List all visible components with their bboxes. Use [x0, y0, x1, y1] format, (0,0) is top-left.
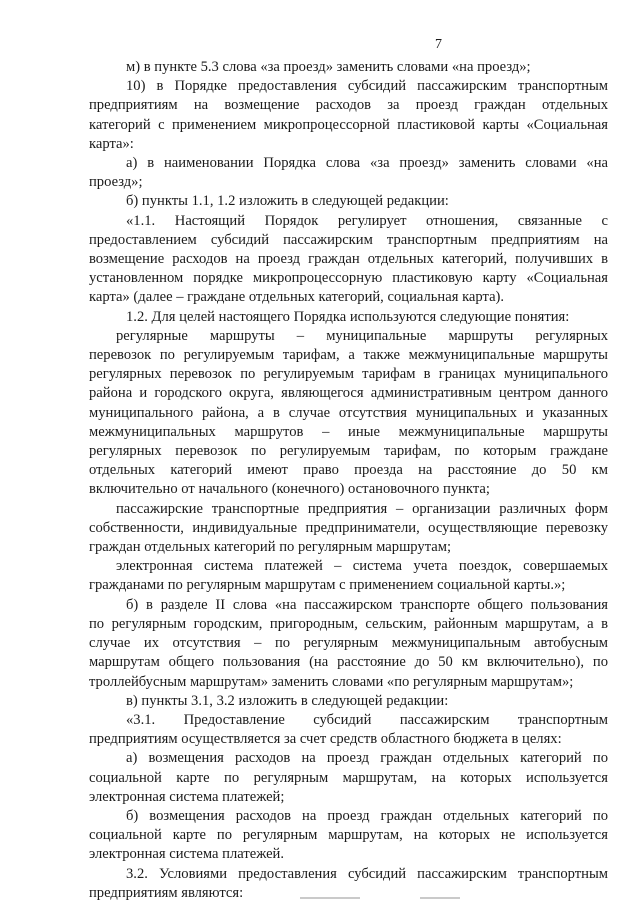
- page-number: 7: [435, 37, 442, 52]
- text-line: м) в пункте 5.3 слова «за проезд» заменить словами «на проезд»;: [126, 59, 531, 75]
- paragraph: [89, 77, 608, 154]
- text-line: регулярных перевозок по регулируемым тарифам, по которым граждане: [89, 443, 608, 460]
- text-line: регулярных перевозок по регулируемым тарифам в границах муниципального: [89, 366, 608, 383]
- text-line: электронная система платежей – система учета поездок, совершаемых: [116, 558, 608, 575]
- text-line: социальной карте по регулярным маршрутам, на которых не используется: [89, 827, 608, 844]
- text-line: а) возмещения расходов на проезд граждан отдельных категорий по: [126, 750, 608, 767]
- text-line: электронная система платежей;: [89, 788, 285, 805]
- paragraph: [89, 711, 608, 749]
- text-line: граждан отдельных категорий по регулярным маршрутам;: [89, 539, 452, 556]
- text-line: предоставлением субсидий пассажирским транспортным предприятиям на: [89, 231, 608, 248]
- text-line: 10) в Порядке предоставления субсидий пассажирским транспортным: [126, 78, 608, 95]
- text-line: а) в наименовании Порядка слова «за проезд» заменить словами «на: [126, 155, 608, 172]
- text-line: б) пункты 1.1, 1.2 изложить в следующей редакции:: [126, 193, 449, 210]
- paragraph: [89, 807, 608, 865]
- text-line: «3.1. Предоставление субсидий пассажирским транспортным: [126, 711, 608, 728]
- paragraph: [89, 596, 608, 692]
- text-line: гражданами по регулярным маршрутам с применением социальной карты.»;: [89, 577, 566, 594]
- text-line: предприятиям на возмещение расходов за проезд граждан отдельных: [89, 97, 608, 114]
- paragraph: [89, 154, 608, 192]
- paragraph: [89, 749, 608, 807]
- paragraph: [89, 500, 608, 558]
- text-line: троллейбусным маршрутам» заменить словами «по регулярным маршрутам»;: [89, 673, 574, 690]
- document-body: [89, 58, 608, 903]
- text-line: карта» (далее – граждане отдельных категорий, социальная карта).: [89, 289, 505, 306]
- text-line: предприятиям осуществляется за счет средств областного бюджета в целях:: [89, 731, 562, 748]
- paragraph: [89, 58, 608, 77]
- text-line: б) в разделе II слова «на пассажирском транспорте общего пользования: [126, 596, 608, 613]
- text-line: регулярные маршруты – муниципальные маршруты регулярных: [116, 327, 608, 344]
- text-line: б) возмещения расходов на проезд граждан отдельных категорий по: [126, 807, 608, 824]
- text-line: проезд»;: [89, 174, 143, 191]
- paragraph: [89, 192, 608, 211]
- text-line: отдельных категорий имеют право проезда на расстояние до 50 км: [89, 462, 608, 479]
- text-line: межмуниципальных маршрутов – иные межмуниципальные маршруты: [89, 423, 608, 440]
- text-line: установленном порядке микропроцессорную пластиковую карту «Социальная: [89, 270, 608, 287]
- paragraph: [89, 308, 608, 327]
- text-line: пассажирские транспортные предприятия – организации различных форм: [116, 500, 608, 517]
- text-line: социальной карте по регулярным маршрутам, на которых используется: [89, 769, 608, 786]
- text-line: электронная система платежей.: [89, 846, 285, 863]
- text-line: предприятиям являются:: [89, 884, 244, 901]
- text-line: 3.2. Условиями предоставления субсидий пассажирским транспортным: [126, 865, 608, 882]
- text-line: карта»:: [89, 135, 134, 152]
- text-line: в) пункты 3.1, 3.2 изложить в следующей редакции:: [126, 692, 449, 709]
- text-line: 1.2. Для целей настоящего Порядка используются следующие понятия:: [126, 308, 570, 325]
- text-line: по регулярным городским, пригородным, сельским, районным маршрутам, а в: [89, 615, 608, 632]
- text-line: возмещение расходов на проезд граждан отдельных категорий, получивших в: [89, 251, 608, 268]
- text-line: случае их отсутствия – по регулярным межмуниципальным автобусным: [89, 635, 608, 652]
- text-line: собственности, индивидуальные предприниматели, осуществляющие перевозку: [89, 519, 608, 536]
- paragraph: [89, 557, 608, 595]
- text-line: маршрутам общего пользования (на расстояние до 50 км включительно), по: [89, 654, 608, 671]
- text-line: перевозок по регулируемым тарифам, а также межмуниципальные маршруты: [89, 347, 608, 364]
- text-line: включительно от начального (конечного) остановочного пункта;: [89, 481, 490, 498]
- paragraph: [89, 692, 608, 711]
- paragraph: [89, 327, 608, 500]
- scan-artifact-mark: [420, 897, 460, 899]
- text-line: «1.1. Настоящий Порядок регулирует отношения, связанные с: [126, 212, 608, 229]
- text-line: категорий с применением микропроцессорной пластиковой карты «Социальная: [89, 116, 608, 133]
- paragraph: [89, 212, 608, 308]
- scan-artifact-mark: [300, 897, 360, 899]
- text-line: муниципального района, а в случае отсутствия муниципальных и указанных: [89, 404, 608, 421]
- text-line: района и городского округа, являющегося административным центром данного: [89, 385, 608, 402]
